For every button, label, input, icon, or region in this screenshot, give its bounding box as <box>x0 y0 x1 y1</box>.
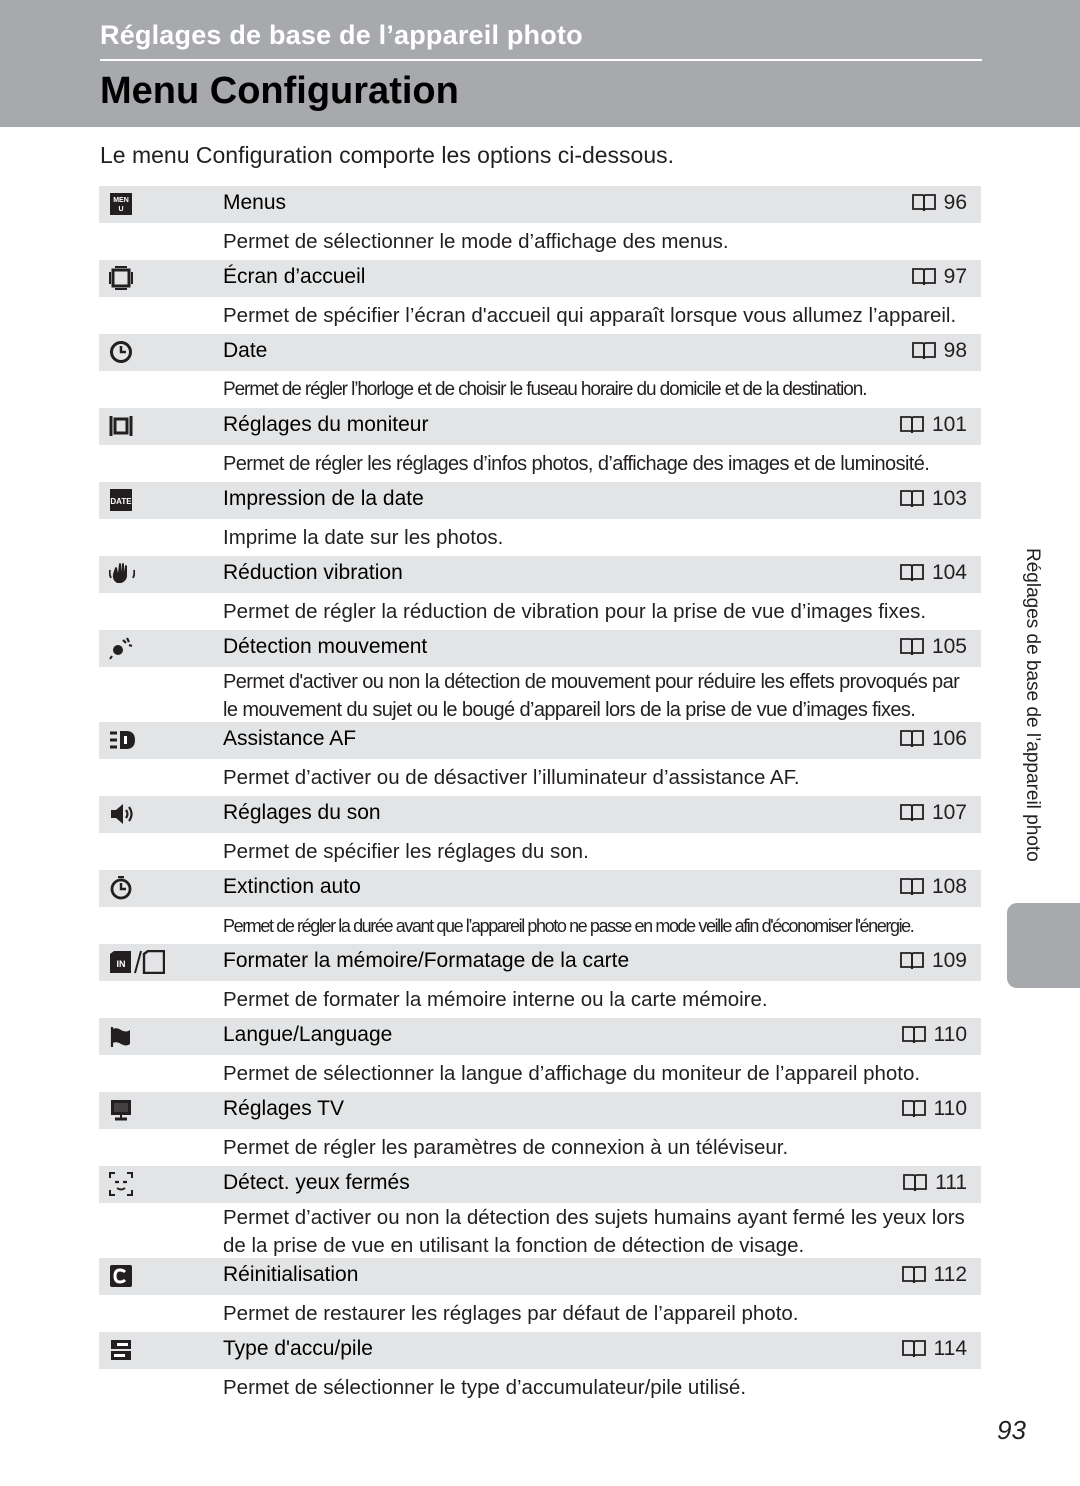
option-row-reset <box>99 1258 981 1295</box>
tv-icon <box>109 1098 133 1122</box>
page-reference-number: 110 <box>933 1023 967 1046</box>
option-description: Permet de régler l’horloge et de choisir le fuseau horaire du domicile et de la destination. <box>223 379 867 400</box>
option-row-language <box>99 1018 981 1055</box>
option-description-row <box>99 759 981 796</box>
option-name: Détect. yeux fermés <box>223 1171 410 1194</box>
option-description-row <box>99 297 981 334</box>
option-row-af-assist <box>99 722 981 759</box>
page-reference-number: 111 <box>935 1171 967 1194</box>
section-title: Réglages de base de l’appareil photo <box>100 20 583 50</box>
option-description: Permet de régler la durée avant que l’appareil photo ne passe en mode veille afin d'économiser l'énergie. <box>223 916 914 936</box>
option-description-row <box>99 371 981 408</box>
option-name: Date <box>223 339 268 362</box>
book-icon <box>899 877 925 897</box>
option-row-menus <box>99 186 981 223</box>
option-name: Réinitialisation <box>223 1263 359 1286</box>
option-row-vibration-reduction <box>99 556 981 593</box>
option-description: Permet de régler les paramètres de connexion à un téléviseur. <box>223 1136 789 1159</box>
page-reference-number: 104 <box>931 561 967 584</box>
page-reference <box>911 265 967 289</box>
option-name: Extinction auto <box>223 875 361 898</box>
intro-text: Le menu Configuration comporte les options ci-dessous. <box>100 142 675 168</box>
option-description-row <box>99 1295 981 1332</box>
page-reference <box>901 1097 967 1121</box>
option-description-row <box>99 1203 981 1258</box>
page-reference-number: 110 <box>933 1097 967 1120</box>
option-name: Menus <box>223 191 287 214</box>
option-name: Type d'accu/pile <box>223 1337 373 1360</box>
option-row-auto-off <box>99 870 981 907</box>
option-description: Imprime la date sur les photos. <box>223 526 504 549</box>
option-description-row <box>99 833 981 870</box>
option-name: Réglages TV <box>223 1097 345 1120</box>
book-icon <box>899 951 925 971</box>
option-description: Permet de sélectionner le mode d’affichage des menus. <box>223 230 729 253</box>
page-title: Menu Configuration <box>100 70 459 112</box>
page-reference-number: 98 <box>943 339 967 362</box>
book-icon <box>899 415 925 435</box>
page-reference-number: 114 <box>933 1337 967 1360</box>
book-icon <box>899 803 925 823</box>
option-description: Permet de sélectionner la langue d’affichage du moniteur de l’appareil photo. <box>223 1062 921 1085</box>
book-icon <box>901 1265 927 1285</box>
svg-text:DATE: DATE <box>110 497 132 506</box>
option-row-date-imprint <box>99 482 981 519</box>
page-reference <box>899 727 967 751</box>
page-reference-number: 107 <box>931 801 967 824</box>
option-description: Permet de régler la réduction de vibration pour la prise de vue d’images fixes. <box>223 600 927 623</box>
option-row-date <box>99 334 981 371</box>
option-row-sound-settings <box>99 796 981 833</box>
page-reference <box>911 191 967 215</box>
book-icon <box>911 193 937 213</box>
page-reference-number: 108 <box>931 875 967 898</box>
page-reference-number: 106 <box>931 727 967 750</box>
book-icon <box>899 729 925 749</box>
option-description-row <box>99 981 981 1018</box>
svg-text:IN: IN <box>116 959 126 969</box>
option-description-row <box>99 667 981 722</box>
speaker-icon <box>109 802 135 826</box>
book-icon <box>901 1339 927 1359</box>
option-name: Réduction vibration <box>223 561 403 584</box>
clock-icon <box>109 340 133 364</box>
book-icon <box>911 341 937 361</box>
book-icon <box>901 1099 927 1119</box>
date-imprint-icon <box>109 488 133 512</box>
option-description: Permet de régler les réglages d’infos photos, d’affichage des images et de luminosité. <box>223 453 930 475</box>
page-reference-number: 103 <box>931 487 967 510</box>
option-row-blink-warning <box>99 1166 981 1203</box>
option-row-tv-settings <box>99 1092 981 1129</box>
option-description: Permet d’activer ou de désactiver l’illuminateur d’assistance AF. <box>223 766 800 789</box>
svg-text:MEN: MEN <box>113 197 129 204</box>
page-reference-number: 97 <box>943 265 967 288</box>
format-memory-card-icon <box>109 950 165 974</box>
option-name: Réglages du moniteur <box>223 413 429 436</box>
option-description: Permet de sélectionner le type d’accumulateur/pile utilisé. <box>223 1376 747 1399</box>
motion-detection-icon <box>109 636 133 660</box>
option-description: Permet de formater la mémoire interne ou la carte mémoire. <box>223 988 768 1011</box>
option-row-motion-detection <box>99 630 981 667</box>
page-reference <box>899 635 967 659</box>
page-reference-number: 105 <box>931 635 967 658</box>
page-header <box>0 0 1080 127</box>
option-name: Formater la mémoire/Formatage de la carte <box>223 949 630 972</box>
page-reference <box>899 875 967 899</box>
page-reference-number: 109 <box>931 949 967 972</box>
language-icon <box>109 1024 133 1048</box>
page-number: 93 <box>997 1415 1026 1445</box>
option-name: Détection mouvement <box>223 635 428 658</box>
reset-icon <box>109 1264 133 1288</box>
option-description-row <box>99 1129 981 1166</box>
book-icon <box>899 489 925 509</box>
page-reference <box>901 1337 967 1361</box>
page-reference <box>899 561 967 585</box>
option-description: Permet de spécifier les réglages du son. <box>223 840 589 863</box>
option-description-row <box>99 445 981 482</box>
page-reference <box>899 413 967 437</box>
page-reference <box>899 949 967 973</box>
option-row-welcome-screen <box>99 260 981 297</box>
side-tab-marker <box>1007 903 1080 988</box>
side-section-label: Réglages de base de l’appareil photo <box>1022 548 1043 862</box>
book-icon <box>899 637 925 657</box>
page-reference <box>911 339 967 363</box>
option-description-row <box>99 593 981 630</box>
option-row-format-memory <box>99 944 981 981</box>
header-divider <box>100 59 982 61</box>
option-name: Langue/Language <box>223 1023 393 1046</box>
book-icon <box>901 1025 927 1045</box>
page-reference <box>901 1023 967 1047</box>
page-reference <box>901 1263 967 1287</box>
af-assist-icon <box>109 728 137 752</box>
option-description-row <box>99 907 981 944</box>
book-icon <box>899 563 925 583</box>
monitor-settings-icon <box>109 414 133 438</box>
book-icon <box>902 1173 928 1193</box>
page-reference-number: 112 <box>933 1263 967 1286</box>
option-description-row <box>99 223 981 260</box>
option-description-row <box>99 1055 981 1092</box>
option-description-row <box>99 1369 981 1406</box>
option-name: Écran d’accueil <box>223 265 366 288</box>
option-row-monitor-settings <box>99 408 981 445</box>
menus-icon <box>109 192 133 216</box>
option-description-row <box>99 519 981 556</box>
setup-menu-table <box>99 186 981 1406</box>
blink-warning-icon <box>109 1172 133 1196</box>
battery-type-icon <box>109 1338 133 1362</box>
page-reference <box>899 487 967 511</box>
page-reference-number: 101 <box>931 413 967 436</box>
option-name: Assistance AF <box>223 727 357 750</box>
welcome-screen-icon <box>109 266 133 290</box>
option-description: Permet d’activer ou non la détection des sujets humains ayant fermé les yeux lors de la prise de vue en utilisant la fonction de détection de visage. <box>223 1206 965 1257</box>
option-name: Réglages du son <box>223 801 381 824</box>
auto-off-icon <box>109 876 133 900</box>
book-icon <box>911 267 937 287</box>
option-description: Permet de spécifier l’écran d'accueil qui apparaît lorsque vous allumez l’appareil. <box>223 304 957 327</box>
page-reference <box>899 801 967 825</box>
option-description: Permet de restaurer les réglages par défaut de l’appareil photo. <box>223 1302 799 1325</box>
option-name: Impression de la date <box>223 487 424 510</box>
option-row-battery-type <box>99 1332 981 1369</box>
vibration-reduction-icon <box>109 562 135 586</box>
option-description: Permet d'activer ou non la détection de mouvement pour réduire les effets provoqués par le mouvement du sujet ou le bougé d’appareil lors de la prise de vue d’images fixes. <box>223 671 960 721</box>
page-reference-number: 96 <box>943 191 967 214</box>
svg-text:U: U <box>118 206 124 213</box>
page-reference <box>902 1171 967 1195</box>
